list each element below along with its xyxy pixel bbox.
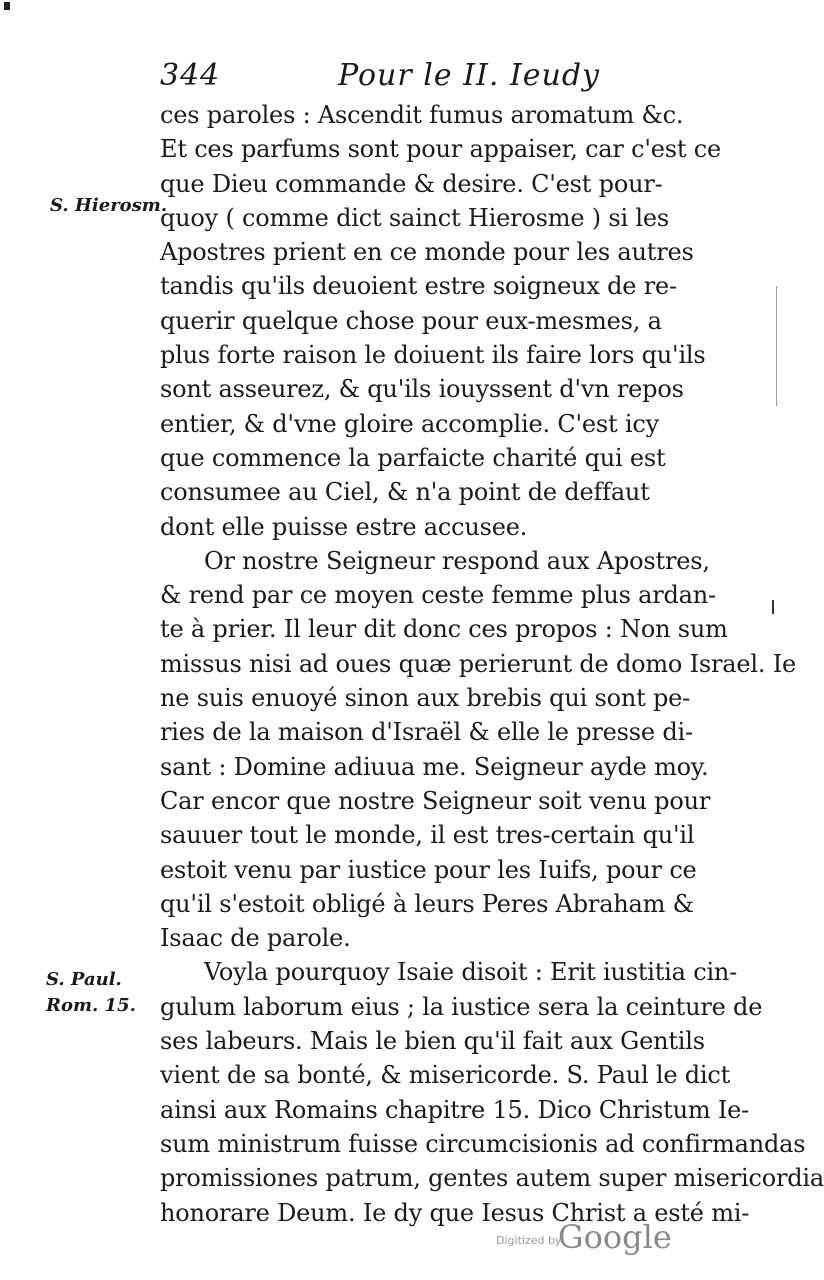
text-line: Or nostre Seigneur respond aux Apostres,: [204, 546, 710, 575]
margin-note-paul: S. Paul.: [46, 969, 122, 990]
text-line: sauuer tout le monde, il est tres-certain qu'il: [160, 821, 695, 850]
text-line: Car encor que nostre Seigneur soit venu pour: [160, 786, 711, 815]
text-line: & rend par ce moyen ceste femme plus ardan-: [160, 581, 716, 610]
text-line: estoit venu par iustice pour les Iuifs, pour ce: [160, 855, 697, 884]
text-line: Apostres prient en ce monde pour les autres: [160, 238, 694, 267]
margin-note-romans: Rom. 15.: [46, 995, 136, 1016]
page-edge-shadow: [776, 286, 777, 406]
page-number: 344: [160, 58, 221, 93]
text-line: ries de la maison d'Israël & elle le presse di-: [160, 718, 693, 747]
text-line: que commence la parfaicte charité qui est: [160, 443, 666, 472]
text-line: entier, & d'vne gloire accomplie. C'est icy: [160, 409, 659, 438]
corner-mark: [4, 2, 10, 10]
margin-note-hierosme: S. Hierosm.: [50, 195, 168, 216]
text-line: dont elle puisse estre accusee.: [160, 512, 528, 541]
text-line: Et ces parfums sont pour appaiser, car c'est ce: [160, 135, 721, 164]
text-line: gulum laborum eius ; la iustice sera la ceinture de: [160, 992, 763, 1021]
text-line: consumee au Ciel, & n'a point de deffaut: [160, 478, 650, 507]
text-line: sum ministrum fuisse circumcisionis ad confirmandas: [160, 1129, 806, 1158]
text-line: honorare Deum. Ie dy que Iesus Christ a esté mi-: [160, 1198, 750, 1227]
text-line: plus forte raison le doiuent ils faire lors qu'ils: [160, 341, 706, 370]
watermark-digitized-text: Digitized by: [496, 1234, 562, 1247]
text-line: ne suis enuoyé sinon aux brebis qui sont pe-: [160, 684, 691, 713]
text-line: sant : Domine adiuua me. Seigneur ayde moy.: [160, 752, 709, 781]
text-line: querir quelque chose pour eux-mesmes, a: [160, 306, 662, 335]
text-line: Voyla pourquoy Isaie disoit : Erit iustitia cin-: [204, 958, 738, 987]
page-header: [160, 58, 680, 98]
text-line: sont asseurez, & qu'ils iouyssent d'vn repos: [160, 375, 684, 404]
text-line: tandis qu'ils deuoient estre soigneux de re-: [160, 272, 677, 301]
text-line: missus nisi ad oues quæ perierunt de domo Israel. Ie: [160, 649, 797, 678]
text-line: promissiones patrum, gentes autem super misericordia: [160, 1164, 824, 1193]
text-line: Isaac de parole.: [160, 924, 351, 953]
google-logo: Google: [558, 1218, 672, 1256]
text-line: quoy ( comme dict sainct Hierosme ) si les: [160, 203, 669, 232]
text-line: ces paroles : Ascendit fumus aromatum &c.: [160, 101, 684, 129]
text-line: que Dieu commande & desire. C'est pour-: [160, 169, 663, 198]
text-line: vient de sa bonté, & misericorde. S. Paul le dict: [160, 1061, 731, 1090]
ink-speck: [772, 600, 774, 614]
text-line: ainsi aux Romains chapitre 15. Dico Christum Ie-: [160, 1095, 750, 1124]
text-line: ses labeurs. Mais le bien qu'il fait aux Gentils: [160, 1027, 705, 1056]
running-title: Pour le II. Ieudy: [338, 58, 600, 93]
body-text: [160, 98, 824, 1230]
text-line: te à prier. Il leur dit donc ces propos : Non sum: [160, 615, 728, 644]
digitized-watermark: [496, 1218, 672, 1258]
text-line: qu'il s'estoit obligé à leurs Peres Abraham &: [160, 889, 694, 918]
